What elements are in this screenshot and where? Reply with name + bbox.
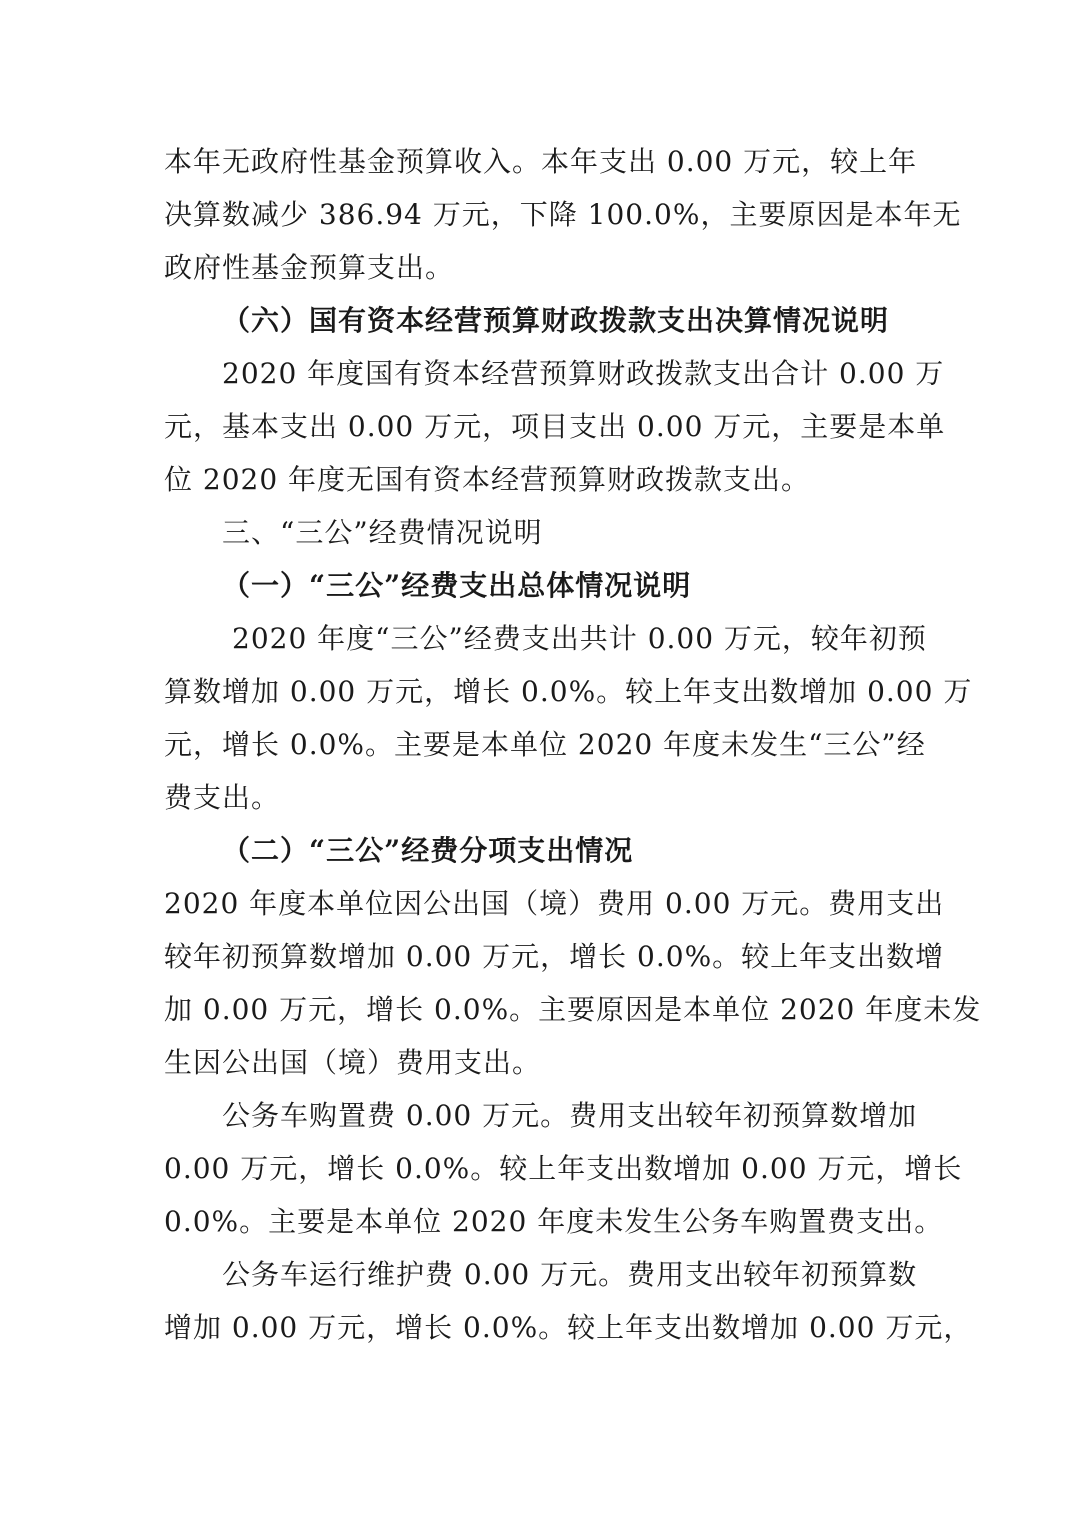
- chapter-heading: 三、“三公”经费情况说明: [222, 516, 543, 549]
- body-text-line: 本年无政府性基金预算收入。本年支出 0.00 万元，较上年: [164, 145, 918, 178]
- body-text-line: 算数增加 0.00 万元，增长 0.0%。较上年支出数增加 0.00 万: [164, 675, 973, 708]
- section-heading: （一）“三公”经费支出总体情况说明: [222, 569, 692, 602]
- body-text-line: 较年初预算数增加 0.00 万元，增长 0.0%。较上年支出数增: [164, 940, 945, 973]
- body-text-line: 2020 年度国有资本经营预算财政拨款支出合计 0.00 万: [222, 357, 945, 390]
- body-text-line: 增加 0.00 万元，增长 0.0%。较上年支出数增加 0.00 万元，: [164, 1311, 973, 1344]
- body-text-line: 公务车运行维护费 0.00 万元。费用支出较年初预算数: [222, 1258, 918, 1291]
- section-heading: （六）国有资本经营预算财政拨款支出决算情况说明: [222, 304, 890, 337]
- body-text-line: 0.00 万元，增长 0.0%。较上年支出数增加 0.00 万元，增长: [164, 1152, 963, 1185]
- body-text-line: 加 0.00 万元，增长 0.0%。主要原因是本单位 2020 年度未发: [164, 993, 982, 1026]
- body-text-line: 位 2020 年度无国有资本经营预算财政拨款支出。: [164, 463, 811, 496]
- section-heading: （二）“三公”经费分项支出情况: [222, 834, 634, 867]
- body-text-line: 政府性基金预算支出。: [164, 251, 455, 284]
- body-text-line: 费支出。: [164, 781, 281, 814]
- body-text-line: 0.0%。主要是本单位 2020 年度未发生公务车购置费支出。: [164, 1205, 944, 1238]
- body-text-line: 2020 年度本单位因公出国（境）费用 0.00 万元。费用支出: [164, 887, 945, 920]
- body-text-line: 公务车购置费 0.00 万元。费用支出较年初预算数增加: [222, 1099, 918, 1132]
- body-text-line: 元，基本支出 0.00 万元，项目支出 0.00 万元，主要是本单: [164, 410, 946, 443]
- body-text-line: 元，增长 0.0%。主要是本单位 2020 年度未发生“三公”经: [164, 728, 926, 761]
- body-text-line: 2020 年度“三公”经费支出共计 0.00 万元，较年初预: [232, 622, 927, 655]
- body-text-line: 生因公出国（境）费用支出。: [164, 1046, 542, 1079]
- body-text-line: 决算数减少 386.94 万元，下降 100.0%，主要原因是本年无: [164, 198, 962, 231]
